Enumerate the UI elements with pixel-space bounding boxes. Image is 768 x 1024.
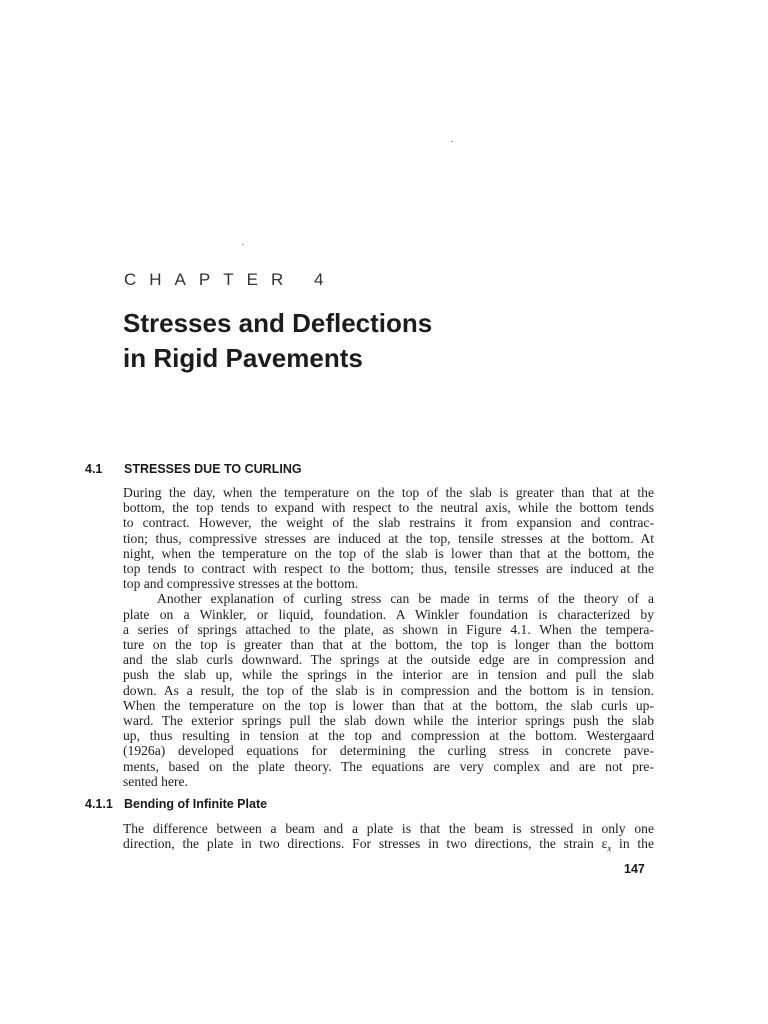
section-heading: Bending of Infinite Plate [124,797,268,811]
text-line: ments, based on the plate theory. The equations are very complex and are not pre- [123,758,654,774]
text-line: up, thus resulting in tension at the top and compression at the bottom. Westergaard [123,728,654,744]
section-number: 4.1.1 [85,797,113,811]
text-line-segment: direction, the plate in two directions. For stresses in two directions, the strain ε [123,836,608,852]
text-line: night, when the temperature on the top of the slab is lower than that at the bottom, the [123,545,654,561]
text-line: plate on a Winkler, or liquid, foundation. A Winkler foundation is characterized by [123,606,654,622]
text-line: bottom, the top tends to expand with respect to the neutral axis, while the bottom tends [123,500,654,516]
text-line: top and compressive stresses at the bottom. [123,576,359,592]
scan-speck [242,244,244,245]
chapter-label: CHAPTER 4 [124,270,337,289]
chapter-title [123,306,432,376]
chapter-title-line: Stresses and Deflections [123,308,433,338]
text-line: During the day, when the temperature on the top of the slab is greater than that at the [123,485,654,500]
text-line: ward. The exterior springs pull the slab down while the interior springs push the slab [123,713,654,729]
text-line: push the slab up, while the springs in the interior are in tension and pull the slab [123,667,654,683]
text-line-segment: in the [611,836,654,852]
text-line: tion; thus, compressive stresses are induced at the top, tensile stresses at the bottom. At [123,530,654,546]
text-line: to contract. However, the weight of the slab restrains it from expansion and contrac- [123,515,654,531]
section-heading: STRESSES DUE TO CURLING [124,462,302,476]
text-line: and the slab curls downward. The springs at the outside edge are in compression and [123,652,654,668]
chapter-title-line: in Rigid Pavements [123,343,363,373]
text-line: ture on the top is greater than that at the bottom, the top is longer than the bottom [123,637,654,652]
scan-speck [451,141,453,142]
paragraph [123,485,654,591]
text-line [123,836,654,857]
text-line: down. As a result, the top of the slab is in compression and the bottom is in tension. [123,682,654,698]
text-line: When the temperature on the top is lower than that at the bottom, the slab curls up- [123,697,654,713]
paragraph [123,821,654,857]
text-line: Another explanation of curling stress can be made in terms of the theory of a [157,591,654,607]
subscript: x [607,843,612,854]
text-line: The difference between a beam and a plate is that the beam is stressed in only one [123,821,654,836]
section-number: 4.1 [85,462,103,476]
paragraph [123,591,654,789]
text-line: a series of springs attached to the plate, as shown in Figure 4.1. When the tempera- [123,621,654,637]
text-line: (1926a) developed equations for determining the curling stress in concrete pave- [123,743,654,759]
text-line: top tends to contract with respect to the bottom; thus, tensile stresses are induced at the [123,561,654,577]
text-line: sented here. [123,773,188,789]
page-number: 147 [624,862,645,876]
